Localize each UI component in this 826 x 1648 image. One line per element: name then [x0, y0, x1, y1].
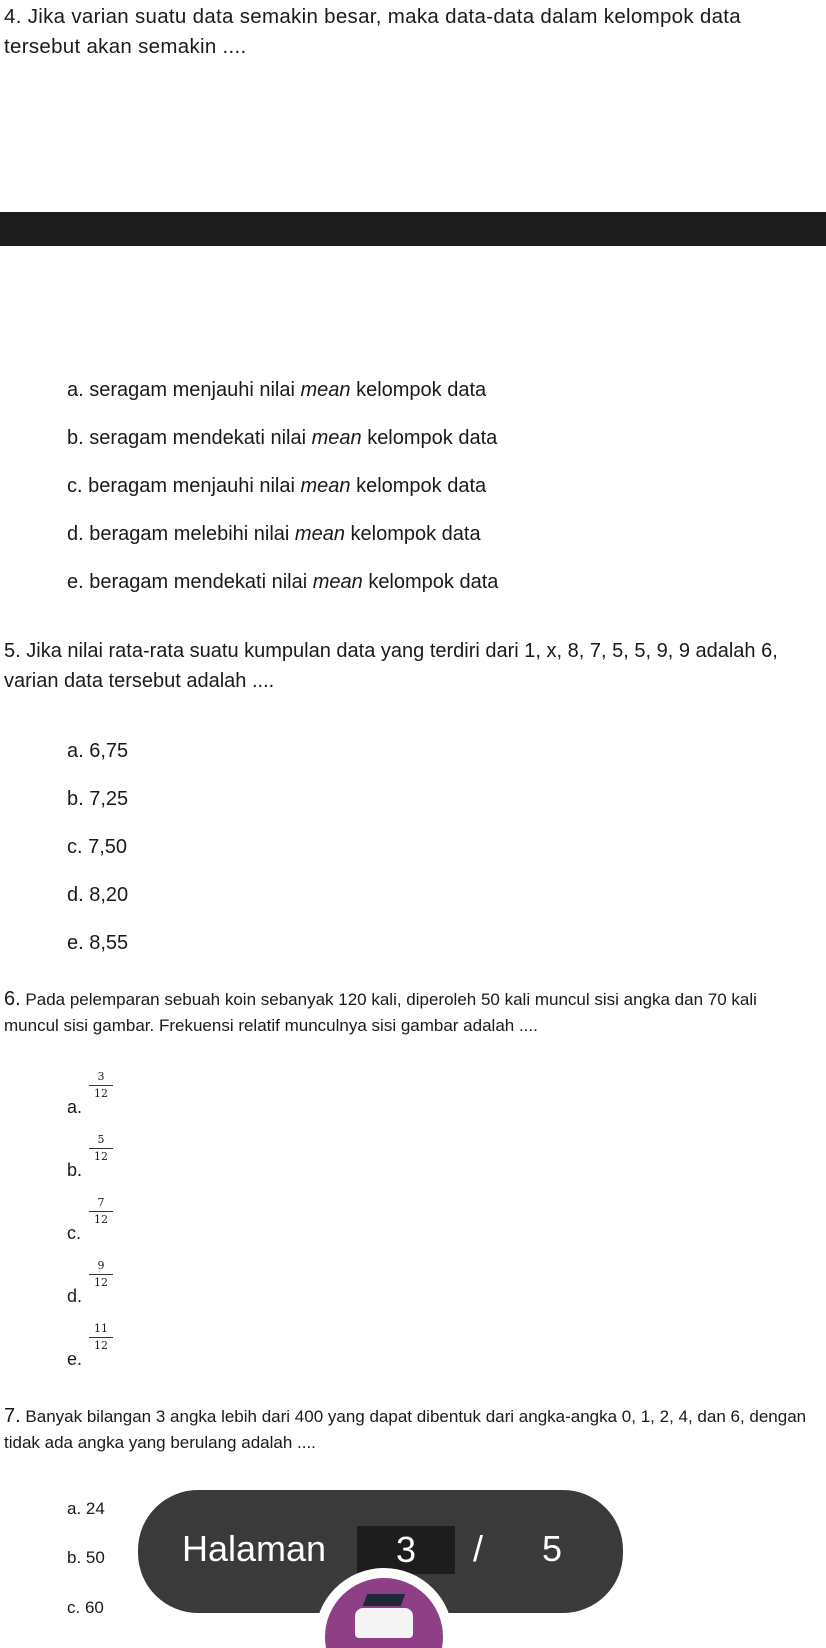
q4-option-e-tail: kelompok data — [368, 571, 499, 593]
q4-option-e-text: beragam mendekati nilai — [89, 571, 308, 593]
q4-option-c-text: beragam menjauhi nilai — [88, 475, 295, 497]
q4-option-a-mean: mean — [300, 379, 351, 401]
q6-option-d-denominator: 12 — [94, 1276, 108, 1289]
q6-option-e-letter: e. — [67, 1349, 83, 1369]
q4-option-d-tail: kelompok data — [350, 523, 481, 545]
q6-option-d-fraction — [89, 1259, 113, 1290]
q5-option-d[interactable]: d. 8,20 — [67, 884, 129, 906]
question-4 — [4, 2, 814, 62]
q4-option-c-letter: c. — [67, 475, 83, 497]
q4-option-d[interactable] — [67, 522, 481, 546]
q5-option-b[interactable]: b. 7,25 — [67, 788, 129, 810]
q4-option-a-tail: kelompok data — [356, 379, 487, 401]
q4-option-e-mean: mean — [312, 571, 363, 593]
q4-option-b-mean: mean — [311, 427, 362, 449]
question-7 — [4, 1403, 814, 1456]
q7-option-b[interactable]: b. 50 — [67, 1548, 105, 1567]
q4-option-b-letter: b. — [67, 427, 84, 449]
q4-option-c-tail: kelompok data — [356, 475, 487, 497]
book-icon — [355, 1608, 413, 1638]
q4-option-a-text: seragam menjauhi nilai — [89, 379, 295, 401]
q6-option-e-numerator: 11 — [94, 1322, 108, 1335]
q5-option-c[interactable]: c. 7,50 — [67, 836, 128, 858]
q4-option-d-text: beragam melebihi nilai — [89, 523, 290, 545]
page-separator: / — [473, 1528, 484, 1569]
q4-option-c[interactable] — [67, 474, 486, 498]
page-indicator-label: Halaman — [182, 1528, 327, 1569]
question-7-text: Banyak bilangan 3 angka lebih dari 400 yang dapat dibentuk dari angka-angka 0, 1, 2, 4, dan 6, dengan tidak ada angka yang berulang adalah .... — [4, 1407, 807, 1452]
q6-option-e-fraction — [89, 1322, 113, 1353]
q6-option-d-letter: d. — [67, 1286, 83, 1306]
q6-option-a-fraction — [89, 1070, 113, 1101]
q4-option-d-letter: d. — [67, 523, 84, 545]
question-7-number: 7. — [4, 1405, 21, 1427]
q4-option-d-mean: mean — [294, 523, 345, 545]
total-pages: 5 — [542, 1528, 563, 1569]
graduation-logo-icon — [325, 1578, 443, 1648]
q4-option-b-tail: kelompok data — [367, 427, 498, 449]
q4-option-c-mean: mean — [300, 475, 351, 497]
question-4-text: Jika varian suatu data semakin besar, maka data-data dalam kelompok data tersebut akan semakin .... — [4, 5, 741, 58]
q6-option-e-denominator: 12 — [94, 1339, 108, 1352]
q6-option-b-denominator: 12 — [94, 1150, 108, 1163]
q4-option-e-letter: e. — [67, 571, 84, 593]
q6-option-d-numerator: 9 — [97, 1259, 105, 1272]
q4-option-a-letter: a. — [67, 379, 84, 401]
q6-option-c-numerator: 7 — [97, 1196, 105, 1209]
q6-option-c-letter: c. — [67, 1223, 82, 1243]
question-6-text: Pada pelemparan sebuah koin sebanyak 120 kali, diperoleh 50 kali muncul sisi angka dan 70 kali muncul sisi gambar. Frekuensi relatif munculnya sisi gambar adalah .... — [4, 990, 757, 1035]
q4-option-b-text: seragam mendekati nilai — [89, 427, 307, 449]
q4-option-e[interactable] — [67, 570, 498, 594]
question-6-number: 6. — [4, 988, 21, 1010]
q6-option-a-letter: a. — [67, 1097, 83, 1117]
q7-option-a[interactable]: a. 24 — [67, 1499, 105, 1518]
q6-option-a-denominator: 12 — [94, 1087, 108, 1100]
question-4-number: 4. — [4, 5, 22, 28]
q7-option-c[interactable]: c. 60 — [67, 1598, 104, 1617]
divider-bar — [0, 212, 826, 246]
question-6 — [4, 986, 814, 1039]
q5-option-a[interactable]: a. 6,75 — [67, 740, 129, 762]
q6-option-b-fraction — [89, 1133, 113, 1164]
q6-option-b-letter: b. — [67, 1160, 83, 1180]
q5-option-e[interactable]: e. 8,55 — [67, 932, 129, 954]
q4-option-a[interactable] — [67, 378, 486, 402]
q6-option-b-numerator: 5 — [97, 1133, 105, 1146]
current-page-input[interactable]: 3 — [357, 1526, 455, 1574]
question-5 — [4, 636, 814, 696]
q6-option-c-fraction — [89, 1196, 113, 1227]
question-5-number: 5. — [4, 640, 21, 662]
q6-option-c-denominator: 12 — [94, 1213, 108, 1226]
q6-option-a-numerator: 3 — [97, 1070, 105, 1083]
q4-option-b[interactable] — [67, 426, 497, 450]
question-5-text: Jika nilai rata-rata suatu kumpulan data yang terdiri dari 1, x, 8, 7, 5, 5, 9, 9 adalah 6, varian data tersebut adalah .... — [4, 640, 778, 692]
graduation-cap-icon — [363, 1594, 405, 1606]
